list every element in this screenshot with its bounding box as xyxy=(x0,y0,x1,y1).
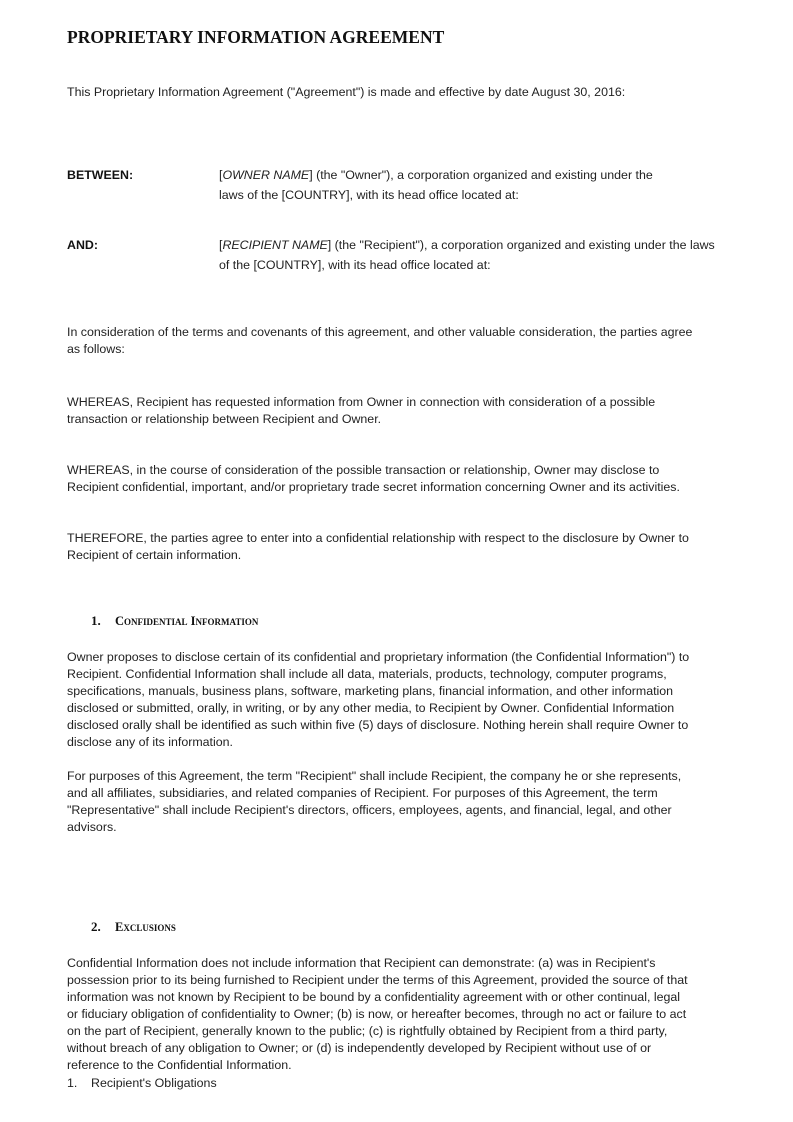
section-2-p1-line: on the part of Recipient, generally known to the public; (c) is rightfully obtained by Recipient from a third party, xyxy=(67,1024,668,1038)
section-2-heading xyxy=(91,919,176,935)
section-2-p1-line: reference to the Confidential Information. xyxy=(67,1058,292,1072)
therefore-paragraph xyxy=(67,530,723,564)
owner-party-text xyxy=(219,165,729,205)
section-1-p1-line: Recipient. Confidential Information shall include all data, materials, products, technology, computer programs, xyxy=(67,667,667,681)
recipient-party-text xyxy=(219,235,739,275)
consideration-paragraph xyxy=(67,324,723,358)
whereas1-line-2: transaction or relationship between Recipient and Owner. xyxy=(67,412,382,426)
section-1-p1-line: disclosed or submitted, orally, in writing, or by any other media, to Recipient by Owner. Confidential Information xyxy=(67,701,675,715)
recipient-name-placeholder: RECIPIENT NAME xyxy=(222,238,328,252)
whereas2-line-1: WHEREAS, in the course of consideration of the possible transaction or relationship, Owner may disclose to xyxy=(67,463,660,477)
section-2-paragraph-1 xyxy=(67,955,723,1074)
list-item-number: 1. xyxy=(67,1076,78,1090)
document-title: PROPRIETARY INFORMATION AGREEMENT xyxy=(67,27,445,47)
section-2-number: 2. xyxy=(91,919,101,934)
section-2-p1-line: or fiduciary obligation of confidentiality to Owner; (b) is now, or hereafter becomes, through no act or failure to act xyxy=(67,1007,687,1021)
section-1-p2-line: advisors. xyxy=(67,820,117,834)
consideration-line-2: as follows: xyxy=(67,342,125,356)
section-1-p1-line: Owner proposes to disclose certain of its confidential and proprietary information (the Confidential Information") to xyxy=(67,650,690,664)
therefore-line-1: THEREFORE, the parties agree to enter into a confidential relationship with respect to the disclosure by Owner to xyxy=(67,531,689,545)
section-2-p1-line: information was not known by Recipient to be bound by a confidentiality agreement with or other continual, legal xyxy=(67,990,681,1004)
list-item-label: Recipient's Obligations xyxy=(91,1076,217,1090)
recipient-line-1: [RECIPIENT NAME] (the "Recipient"), a corporation organized and existing under the laws xyxy=(219,238,715,252)
owner-line-1: [OWNER NAME] (the "Owner"), a corporation organized and existing under the xyxy=(219,168,653,182)
section-2-p1-line: without breach of any obligation to Owner; or (d) is independently developed by Recipient without use of or xyxy=(67,1041,652,1055)
intro-paragraph: This Proprietary Information Agreement ("Agreement") is made and effective by date August 30, 2016: xyxy=(67,85,626,99)
recipient-line-1-rest: ] (the "Recipient"), a corporation organized and existing under the laws xyxy=(327,238,715,252)
section-1-p2-line: For purposes of this Agreement, the term "Recipient" shall include Recipient, the company he or she represents, xyxy=(67,769,682,783)
section-1-number: 1. xyxy=(91,613,101,628)
owner-line-1-rest: ] (the "Owner"), a corporation organized and existing under the xyxy=(309,168,653,182)
section-1-title: Confidential Information xyxy=(115,614,259,628)
between-label: BETWEEN: xyxy=(67,168,134,182)
recipient-line-2: of the [COUNTRY], with its head office located at: xyxy=(219,258,491,272)
section-1-paragraph-1 xyxy=(67,649,723,751)
section-1-p1-line: disclosed orally shall be identified as such within five (5) days of disclosure. Nothing herein shall require Owner to xyxy=(67,718,689,732)
section-1-p1-line: disclose any of its information. xyxy=(67,735,233,749)
owner-name-placeholder: OWNER NAME xyxy=(222,168,310,182)
whereas-paragraph-1 xyxy=(67,394,723,428)
and-label: AND: xyxy=(67,238,98,252)
whereas2-line-2: Recipient confidential, important, and/or proprietary trade secret information concerning Owner and its activities. xyxy=(67,480,680,494)
section-1-heading xyxy=(91,613,258,629)
owner-line-2: laws of the [COUNTRY], with its head office located at: xyxy=(219,188,519,202)
section-2-title: Exclusions xyxy=(115,920,176,934)
section-1-p2-line: and all affiliates, subsidiaries, and related companies of Recipient. For purposes of this Agreement, the term xyxy=(67,786,658,800)
section-2-p1-line: Confidential Information does not include information that Recipient can demonstrate: (a) was in Recipient's xyxy=(67,956,656,970)
list-item xyxy=(67,1076,217,1090)
section-1-p2-line: "Representative" shall include Recipient's directors, officers, employees, agents, and financial, legal, and other xyxy=(67,803,672,817)
therefore-line-2: Recipient of certain information. xyxy=(67,548,242,562)
consideration-line-1: In consideration of the terms and covenants of this agreement, and other valuable consideration, the parties agree xyxy=(67,325,693,339)
section-1-p1-line: specifications, manuals, business plans, software, marketing plans, financial information, and other information xyxy=(67,684,674,698)
section-2-p1-line: possession prior to its being furnished to Recipient under the terms of this Agreement, provided the source of that xyxy=(67,973,688,987)
whereas1-line-1: WHEREAS, Recipient has requested information from Owner in connection with consideration of a possible xyxy=(67,395,656,409)
section-1-paragraph-2 xyxy=(67,768,723,836)
whereas-paragraph-2 xyxy=(67,462,723,496)
